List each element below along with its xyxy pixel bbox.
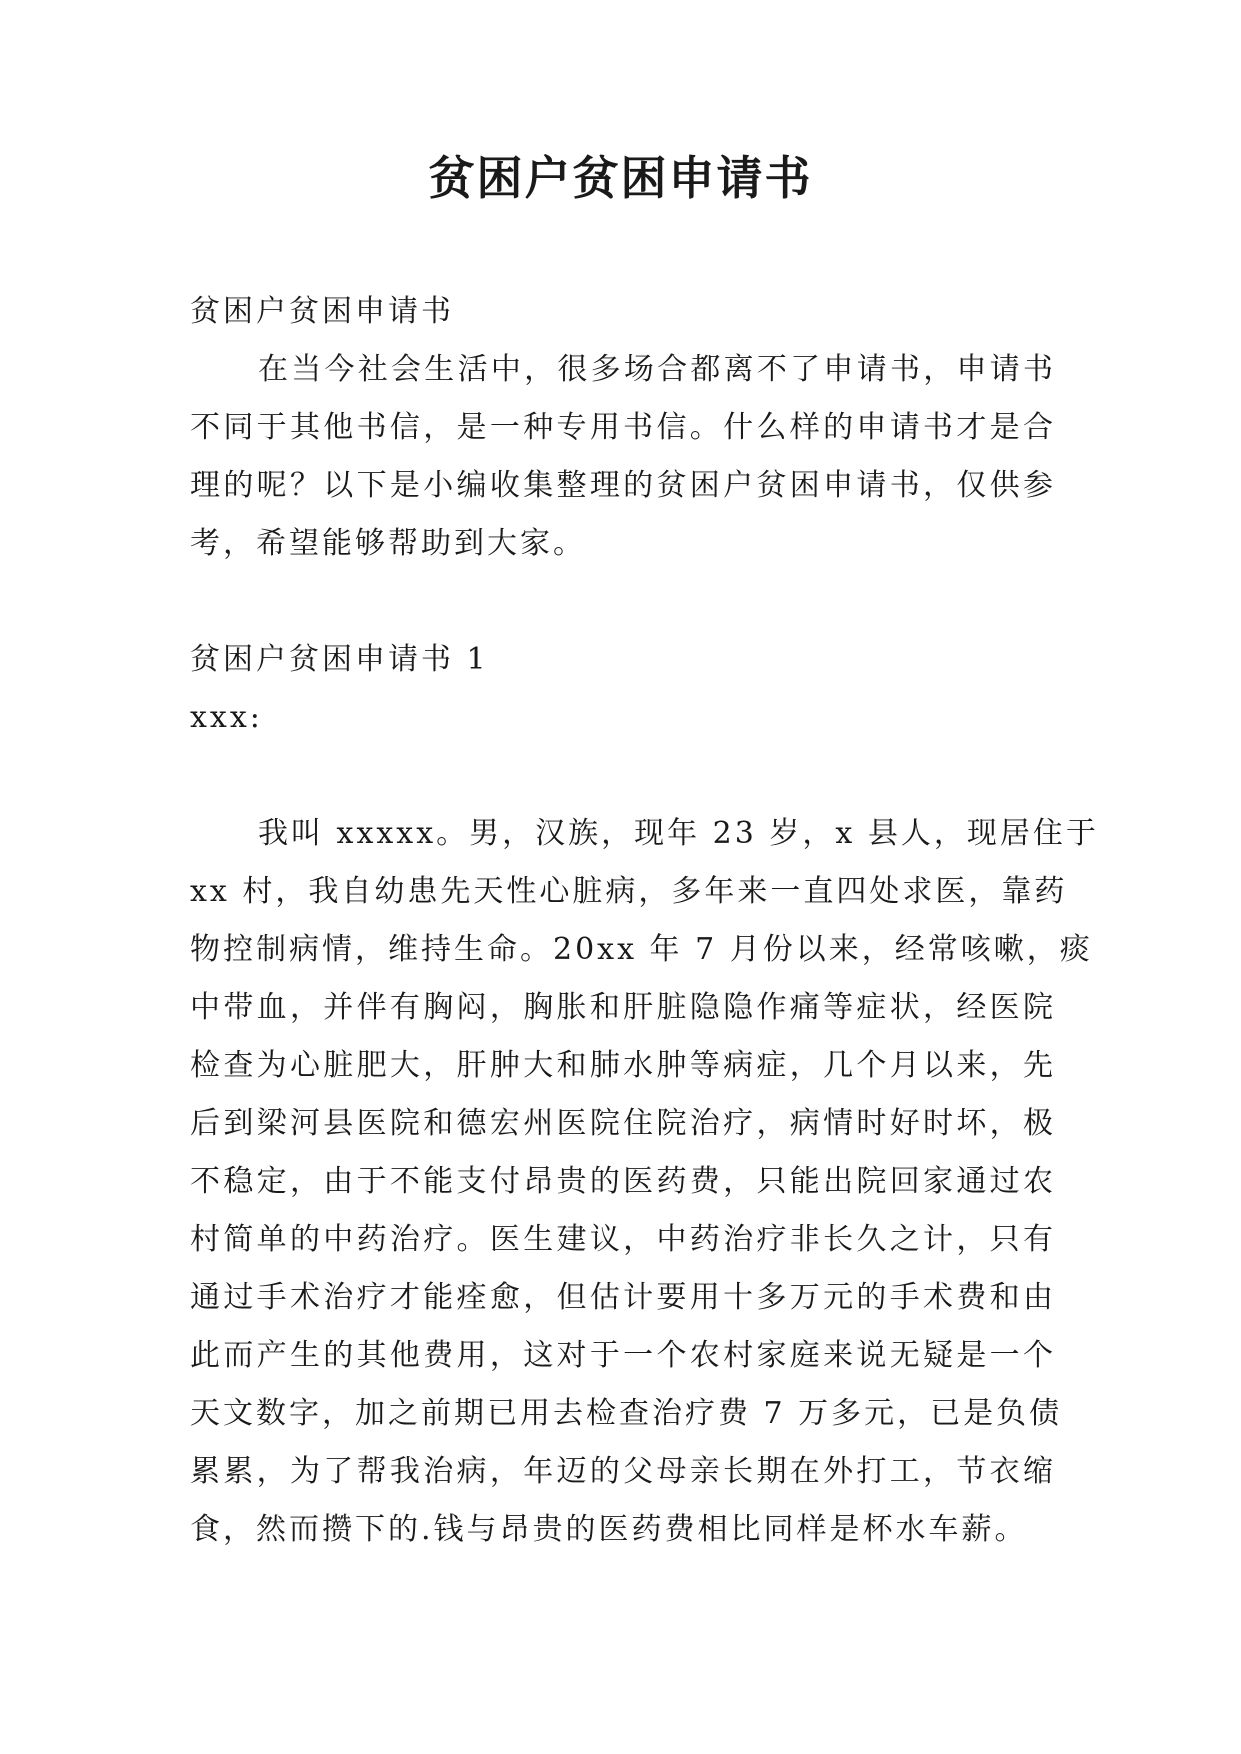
body-line: xx 村，我自幼患先天性心脏病，多年来一直四处求医，靠药 — [190, 874, 1068, 909]
body-line: 通过手术治疗才能痊愈，但估计要用十多万元的手术费和由 — [190, 1280, 1056, 1315]
body-line: 不稳定，由于不能支付昂贵的医药费，只能出院回家通过农 — [190, 1164, 1056, 1199]
body-line: 后到梁河县医院和德宏州医院住院治疗，病情时好时坏，极 — [190, 1106, 1056, 1141]
body-line: 天文数字，加之前期已用去检查治疗费 7 万多元，已是负债 — [190, 1396, 1063, 1431]
body-line: 食，然而攒下的.钱与昂贵的医药费相比同样是杯水车薪。 — [190, 1512, 1028, 1547]
intro-line: 理的呢？以下是小编收集整理的贫困户贫困申请书，仅供参 — [190, 468, 1056, 503]
body-line: 检查为心脏肥大，肝肿大和肺水肿等病症，几个月以来，先 — [190, 1048, 1056, 1083]
body-line: 中带血，并伴有胸闷，胸胀和肝脏隐隐作痛等症状，经医院 — [190, 990, 1056, 1025]
intro-line: 考，希望能够帮助到大家。 — [190, 526, 586, 561]
body-line: 我叫 xxxxx。男，汉族，现年 23 岁，x 县人，现居住于 — [258, 816, 1099, 851]
body-line: 村简单的中药治疗。医生建议，中药治疗非长久之计，只有 — [190, 1222, 1056, 1257]
body-line: 此而产生的其他费用，这对于一个农村家庭来说无疑是一个 — [190, 1338, 1056, 1373]
intro-line: 不同于其他书信，是一种专用书信。什么样的申请书才是合 — [190, 410, 1056, 445]
subtitle: 贫困户贫困申请书 — [190, 294, 454, 329]
document-title: 贫困户贫困申请书 — [428, 151, 813, 205]
section-heading: 贫困户贫困申请书 1 — [190, 642, 489, 677]
body-line: 物控制病情，维持生命。20xx 年 7 月份以来，经常咳嗽，痰 — [190, 932, 1093, 967]
body-line: 累累，为了帮我治病，年迈的父母亲长期在外打工，节衣缩 — [190, 1454, 1056, 1489]
salutation: xxx: — [190, 700, 263, 735]
intro-line: 在当今社会生活中，很多场合都离不了申请书，申请书 — [258, 352, 1056, 387]
